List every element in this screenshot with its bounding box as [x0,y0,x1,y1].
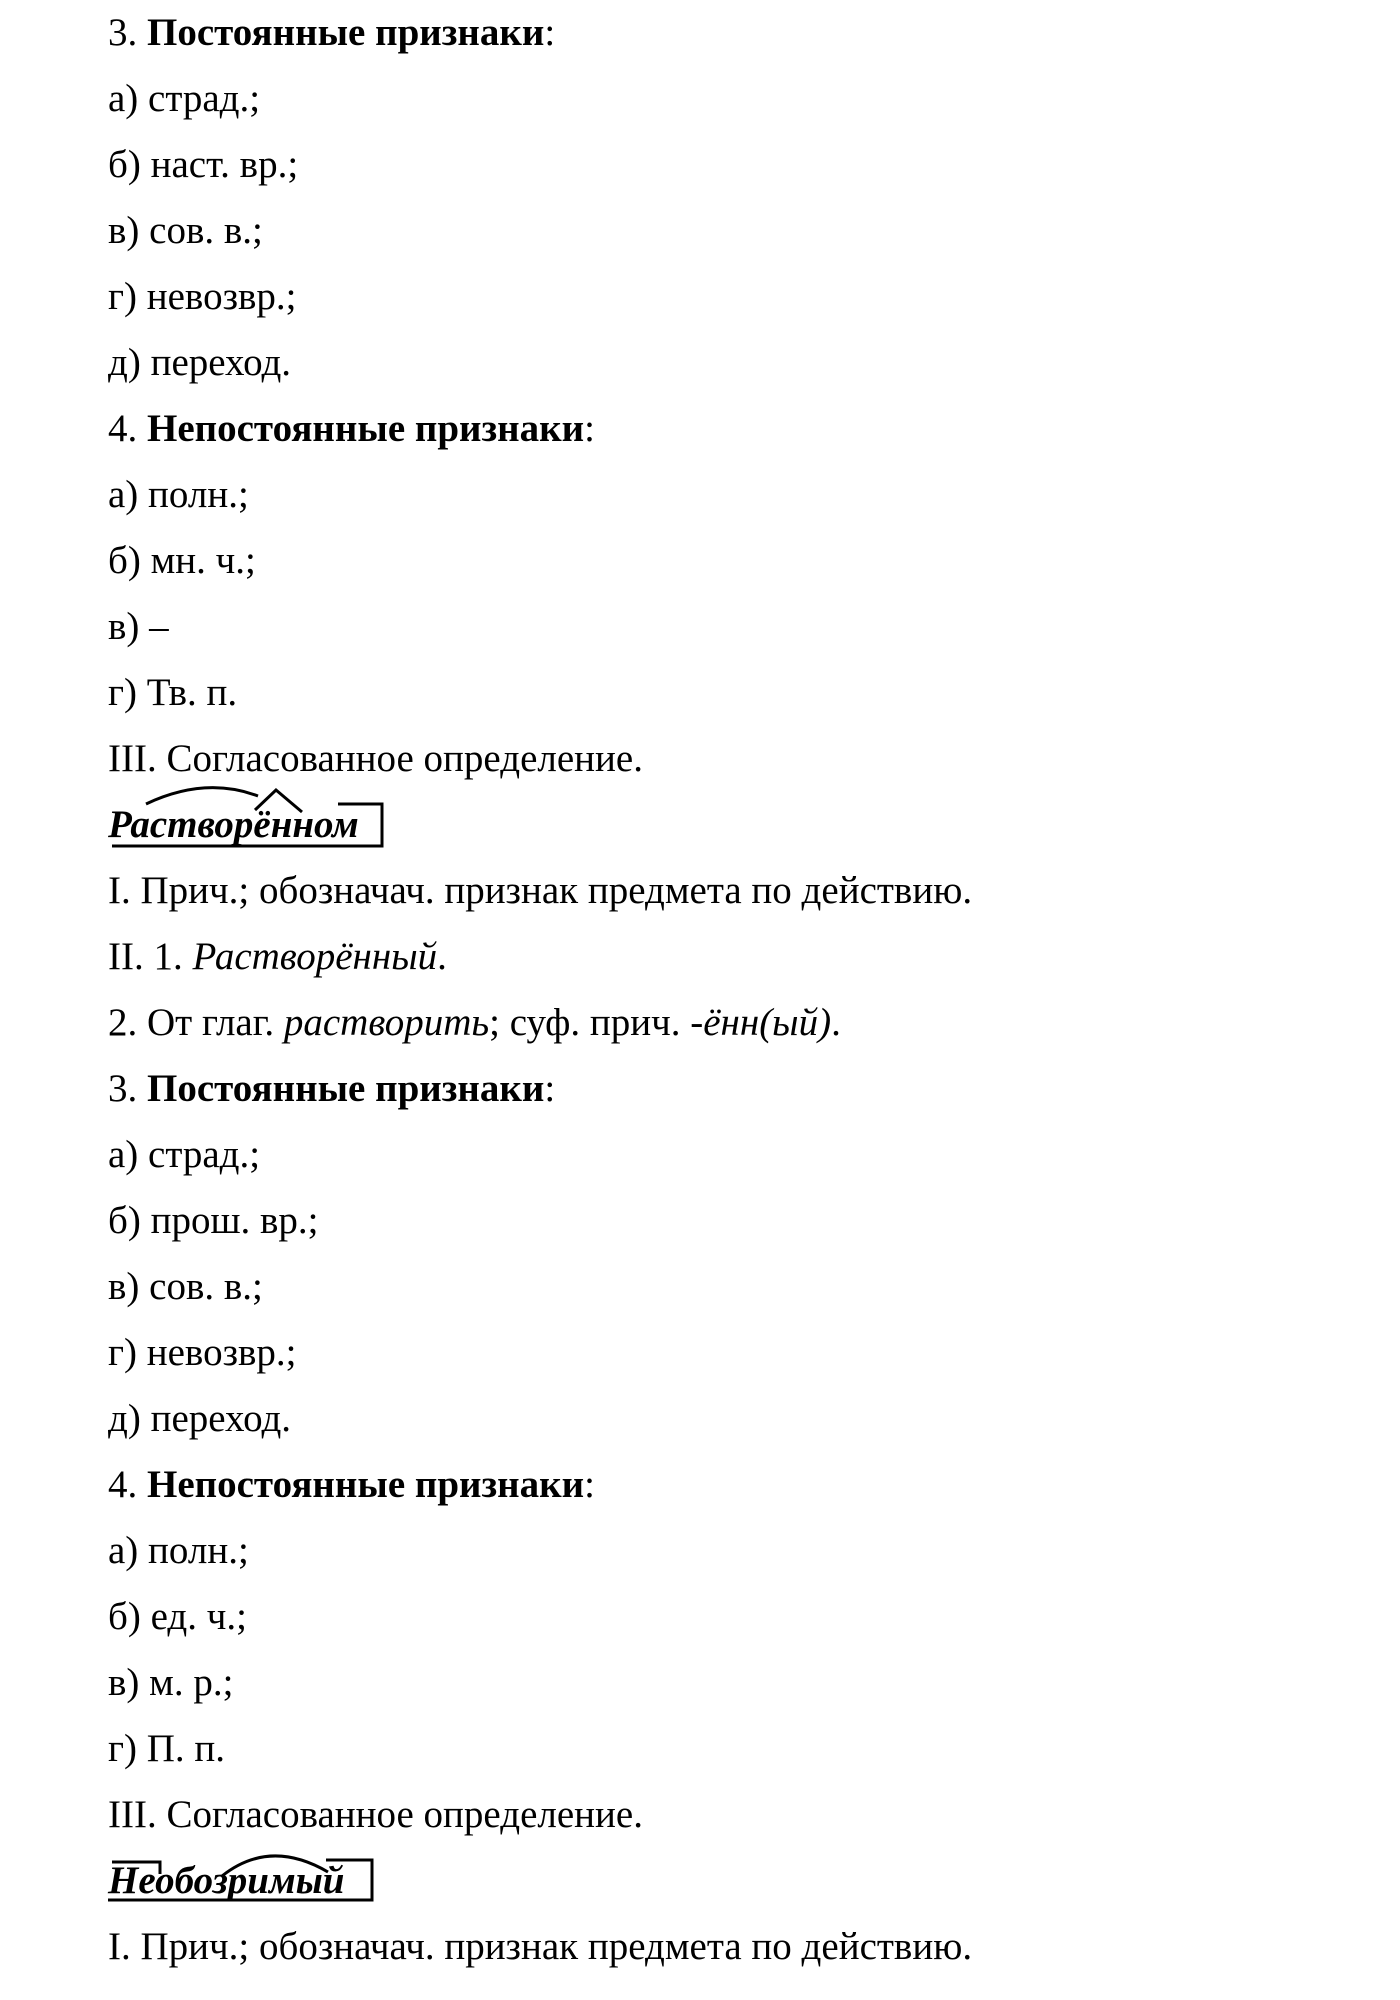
headword: Необозримый [108,1859,345,1902]
syntactic-role: III. Согласованное определение. [108,737,643,780]
variable-feature-a: а) полн.; [108,473,249,516]
variable-feature-d: г) П. п. [108,1727,226,1770]
constant-feature-b: б) наст. вр.; [108,143,299,186]
constant-feature-e: д) переход. [108,341,292,384]
constant-feature-a: а) страд.; [108,1133,261,1176]
part-of-speech-meaning: I. Прич.; обозначач. признак предмета по действию. [108,1925,973,1968]
constant-feature-a: а) страд.; [108,77,261,120]
variable-feature-b: б) мн. ч.; [108,539,256,582]
variable-feature-c: в) – [108,605,169,648]
variable-features-heading: 4. Непостоянные признаки: [108,1463,595,1506]
variable-feature-d: г) Тв. п. [108,671,238,714]
part-of-speech-meaning: I. Прич.; обозначач. признак предмета по действию. [108,869,973,912]
word-origin: 2. От глаг. растворить; суф. прич. -ённ(ый). [108,1001,841,1044]
variable-feature-b: б) ед. ч.; [108,1595,247,1638]
constant-feature-d: г) невозвр.; [108,275,297,318]
constant-feature-c: в) сов. в.; [108,1265,263,1308]
initial-form: II. 1. Растворённый. [108,935,447,978]
variable-feature-a: а) полн.; [108,1529,249,1572]
constant-features-heading: 3. Постоянные признаки: [108,11,556,54]
variable-feature-c: в) м. р.; [108,1661,234,1704]
constant-feature-d: г) невозвр.; [108,1331,297,1374]
constant-feature-e: д) переход. [108,1397,292,1440]
variable-features-heading: 4. Непостоянные признаки: [108,407,595,450]
constant-features-heading: 3. Постоянные признаки: [108,1067,556,1110]
constant-feature-c: в) сов. в.; [108,209,263,252]
headword: Растворённом [108,803,359,846]
constant-feature-b: б) прош. вр.; [108,1199,319,1242]
syntactic-role: III. Согласованное определение. [108,1793,643,1836]
